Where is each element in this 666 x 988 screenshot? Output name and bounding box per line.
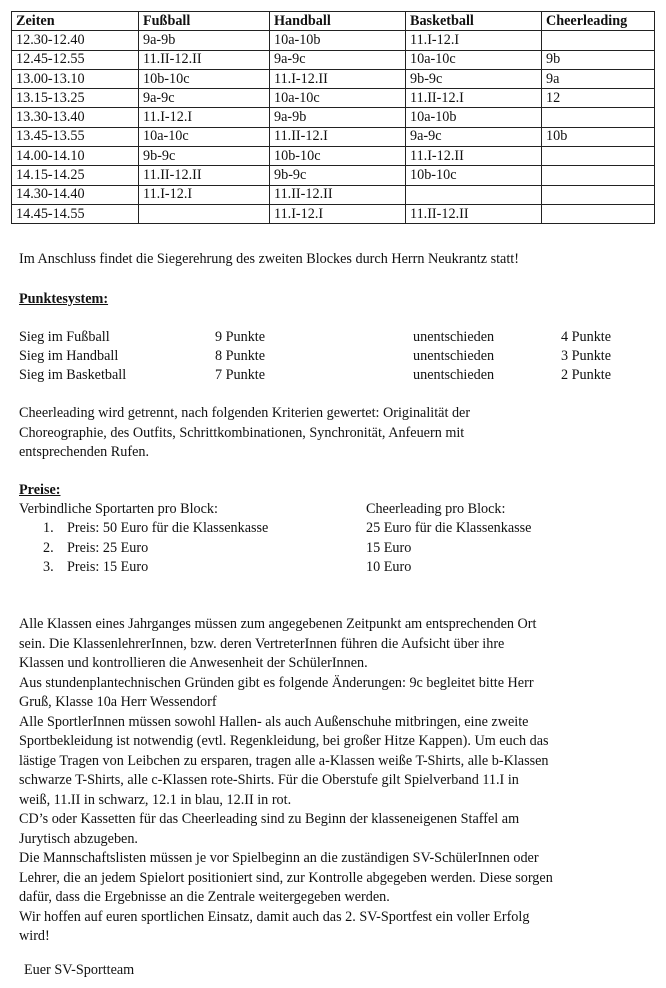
body-line: weiß, 11.II in schwarz, 12.1 in blau, 12.II in rot. xyxy=(19,791,292,808)
schedule-cell: 11.II-12.II xyxy=(139,166,270,185)
schedule-cell: 13.00-13.10 xyxy=(12,69,139,88)
prizes-title-row xyxy=(19,499,644,519)
schedule-cell: 11.I-12.II xyxy=(270,69,406,88)
points-draw: 3 Punkte xyxy=(561,348,612,364)
points-win: 9 Punkte xyxy=(215,329,266,345)
schedule-cell: 11.II-12.II xyxy=(270,185,406,204)
prize-row xyxy=(19,538,644,558)
schedule-cell: 11.I-12.I xyxy=(139,185,270,204)
schedule-cell: 14.00-14.10 xyxy=(12,147,139,166)
body-line: wird! xyxy=(19,928,50,944)
schedule-cell: 11.I-12.II xyxy=(406,147,542,166)
schedule-row xyxy=(12,166,655,185)
body-line: Klassen und kontrollieren die Anwesenheit der SchülerInnen. xyxy=(19,655,368,671)
schedule-cell: 9b xyxy=(542,50,655,69)
prize-cheer: 10 Euro xyxy=(366,559,412,575)
cheer-note-line: Choreographie, des Outfits, Schrittkombinationen, Synchronität, Anfeuern mit xyxy=(19,424,465,441)
schedule-header-row xyxy=(12,12,655,31)
schedule-cell: 11.I-12.I xyxy=(406,31,542,50)
schedule-cell: 11.II-12.II xyxy=(406,204,542,223)
schedule-cell: 13.45-13.55 xyxy=(12,127,139,146)
schedule-cell xyxy=(542,166,655,185)
body-line: CD’s oder Kassetten für das Cheerleading sind zu Beginn der klasseneigenen Staffel am xyxy=(19,811,520,827)
points-draw: 4 Punkte xyxy=(561,329,612,345)
schedule-cell: 10a-10b xyxy=(270,31,406,50)
schedule-cell: 10b xyxy=(542,127,655,146)
schedule-cell xyxy=(139,204,270,223)
schedule-cell: 13.15-13.25 xyxy=(12,89,139,108)
schedule-cell: 9b-9c xyxy=(270,166,406,185)
schedule-row xyxy=(12,127,655,146)
schedule-cell: 12 xyxy=(542,89,655,108)
prize-cheer: 15 Euro xyxy=(366,540,412,556)
body-line: Alle SportlerInnen müssen sowohl Hallen- als auch Außenschuhe mitbringen, eine zweite xyxy=(19,713,529,730)
schedule-cell: 9a xyxy=(542,69,655,88)
schedule-cell: 9b-9c xyxy=(406,69,542,88)
schedule-row xyxy=(12,69,655,88)
schedule-cell: 9a-9c xyxy=(406,127,542,146)
schedule-cell: 11.II-12.II xyxy=(139,50,270,69)
schedule-cell: 10a-10b xyxy=(406,108,542,127)
schedule-cell: 10a-10c xyxy=(139,127,270,146)
schedule-cell: 11.II-12.I xyxy=(270,127,406,146)
prize-row xyxy=(19,557,644,577)
schedule-cell: 10b-10c xyxy=(139,69,270,88)
prize-text: Preis: 50 Euro für die Klassenkasse xyxy=(67,520,269,536)
points-label: Sieg im Basketball xyxy=(19,367,127,383)
schedule-cell: 13.30-13.40 xyxy=(12,108,139,127)
schedule-cell: 9a-9b xyxy=(270,108,406,127)
schedule-cell: 10b-10c xyxy=(406,166,542,185)
schedule-cell: 9a-9b xyxy=(139,31,270,50)
points-draw: 2 Punkte xyxy=(561,367,612,383)
schedule-cell: 14.15-14.25 xyxy=(12,166,139,185)
points-row xyxy=(19,327,644,347)
schedule-cell: 10a-10c xyxy=(270,89,406,108)
header-handball: Handball xyxy=(270,12,406,31)
schedule-cell: 10b-10c xyxy=(270,147,406,166)
schedule-row xyxy=(12,31,655,50)
body-line: Wir hoffen auf euren sportlichen Einsatz, damit auch das 2. SV-Sportfest ein voller Erfolg xyxy=(19,908,530,925)
schedule-cell: 14.45-14.55 xyxy=(12,204,139,223)
schedule-row xyxy=(12,204,655,223)
schedule-table xyxy=(11,11,655,224)
points-draw-label: unentschieden xyxy=(413,367,495,383)
schedule-row xyxy=(12,50,655,69)
body-line: Sportbekleidung ist notwendig (evtl. Regenkleidung, bei großer Hitze Kappen). Um euch das xyxy=(19,733,549,749)
body-line: schwarze T-Shirts, alle c-Klassen rote-Shirts. Für die Oberstufe gilt Spielverband 11.I in xyxy=(19,772,519,788)
points-win: 7 Punkte xyxy=(215,367,266,383)
prizes-heading: Preise: xyxy=(19,482,61,498)
points-win: 8 Punkte xyxy=(215,348,266,364)
body-line: Lehrer, die an jedem Spielort positioniert sind, zur Kontrolle abgegeben werden. Diese sorgen xyxy=(19,869,553,886)
schedule-cell: 11.I-12.I xyxy=(270,204,406,223)
prize-number: 3. xyxy=(43,559,54,575)
schedule-cell xyxy=(542,147,655,166)
prizes-left-title: Verbindliche Sportarten pro Block: xyxy=(19,501,218,517)
schedule-cell: 11.I-12.I xyxy=(139,108,270,127)
schedule-cell: 9a-9c xyxy=(270,50,406,69)
prize-row xyxy=(19,518,644,538)
schedule-row xyxy=(12,89,655,108)
schedule-cell xyxy=(406,185,542,204)
header-cheerleading: Cheerleading xyxy=(542,12,655,31)
points-label: Sieg im Fußball xyxy=(19,329,110,345)
body-line: Jurytisch abzugeben. xyxy=(19,830,138,847)
points-draw-label: unentschieden xyxy=(413,348,495,364)
body-line: Aus stundenplantechnischen Gründen gibt es folgende Änderungen: 9c begleitet bitte Herr xyxy=(19,674,534,691)
points-row xyxy=(19,346,644,366)
body-line: Gruß, Klasse 10a Herr Wessendorf xyxy=(19,694,217,710)
body-line: lästige Tragen von Leibchen zu ersparen, tragen alle a-Klassen weiße T-Shirts, alle b-Klassen xyxy=(19,752,549,769)
schedule-cell: 11.II-12.I xyxy=(406,89,542,108)
schedule-cell: 10a-10c xyxy=(406,50,542,69)
cheer-note xyxy=(19,404,644,463)
schedule-cell xyxy=(542,31,655,50)
body-line: sein. Die KlassenlehrerInnen, bzw. deren VertreterInnen führen die Aufsicht über ihre xyxy=(19,635,505,652)
schedule-cell: 14.30-14.40 xyxy=(12,185,139,204)
body-text xyxy=(19,615,644,947)
schedule-row xyxy=(12,147,655,166)
prize-text: Preis: 15 Euro xyxy=(67,559,149,575)
prizes-right-title: Cheerleading pro Block: xyxy=(366,501,506,517)
prize-text: Preis: 25 Euro xyxy=(67,540,149,556)
body-line: Die Mannschaftslisten müssen je vor Spielbeginn an die zuständigen SV-SchülerInnen oder xyxy=(19,850,539,866)
schedule-cell: 12.45-12.55 xyxy=(12,50,139,69)
cheer-note-line: Cheerleading wird getrennt, nach folgenden Kriterien gewertet: Originalität der xyxy=(19,405,471,421)
intro-line: Im Anschluss findet die Siegerehrung des zweiten Blockes durch Herrn Neukrantz statt! xyxy=(19,251,519,267)
schedule-row xyxy=(12,108,655,127)
schedule-row xyxy=(12,185,655,204)
schedule-cell xyxy=(542,185,655,204)
prize-cheer: 25 Euro für die Klassenkasse xyxy=(366,520,532,536)
cheer-note-line: entsprechenden Rufen. xyxy=(19,444,150,460)
header-zeiten: Zeiten xyxy=(12,12,139,31)
prize-number: 2. xyxy=(43,540,54,556)
points-draw-label: unentschieden xyxy=(413,329,495,345)
schedule-cell: 9b-9c xyxy=(139,147,270,166)
body-line: dafür, dass die Ergebnisse an die Zentrale weitergegeben werden. xyxy=(19,889,390,905)
body-line: Alle Klassen eines Jahrganges müssen zum angegebenen Zeitpunkt am entsprechenden Ort xyxy=(19,616,537,632)
schedule-cell: 9a-9c xyxy=(139,89,270,108)
points-label: Sieg im Handball xyxy=(19,348,119,364)
schedule-cell xyxy=(542,204,655,223)
header-basketball: Basketball xyxy=(406,12,542,31)
schedule-cell: 12.30-12.40 xyxy=(12,31,139,50)
header-fussball: Fußball xyxy=(139,12,270,31)
prize-number: 1. xyxy=(43,520,54,536)
points-heading: Punktesystem: xyxy=(19,291,109,307)
signature: Euer SV-Sportteam xyxy=(24,962,135,978)
points-row xyxy=(19,365,644,385)
schedule-cell xyxy=(542,108,655,127)
